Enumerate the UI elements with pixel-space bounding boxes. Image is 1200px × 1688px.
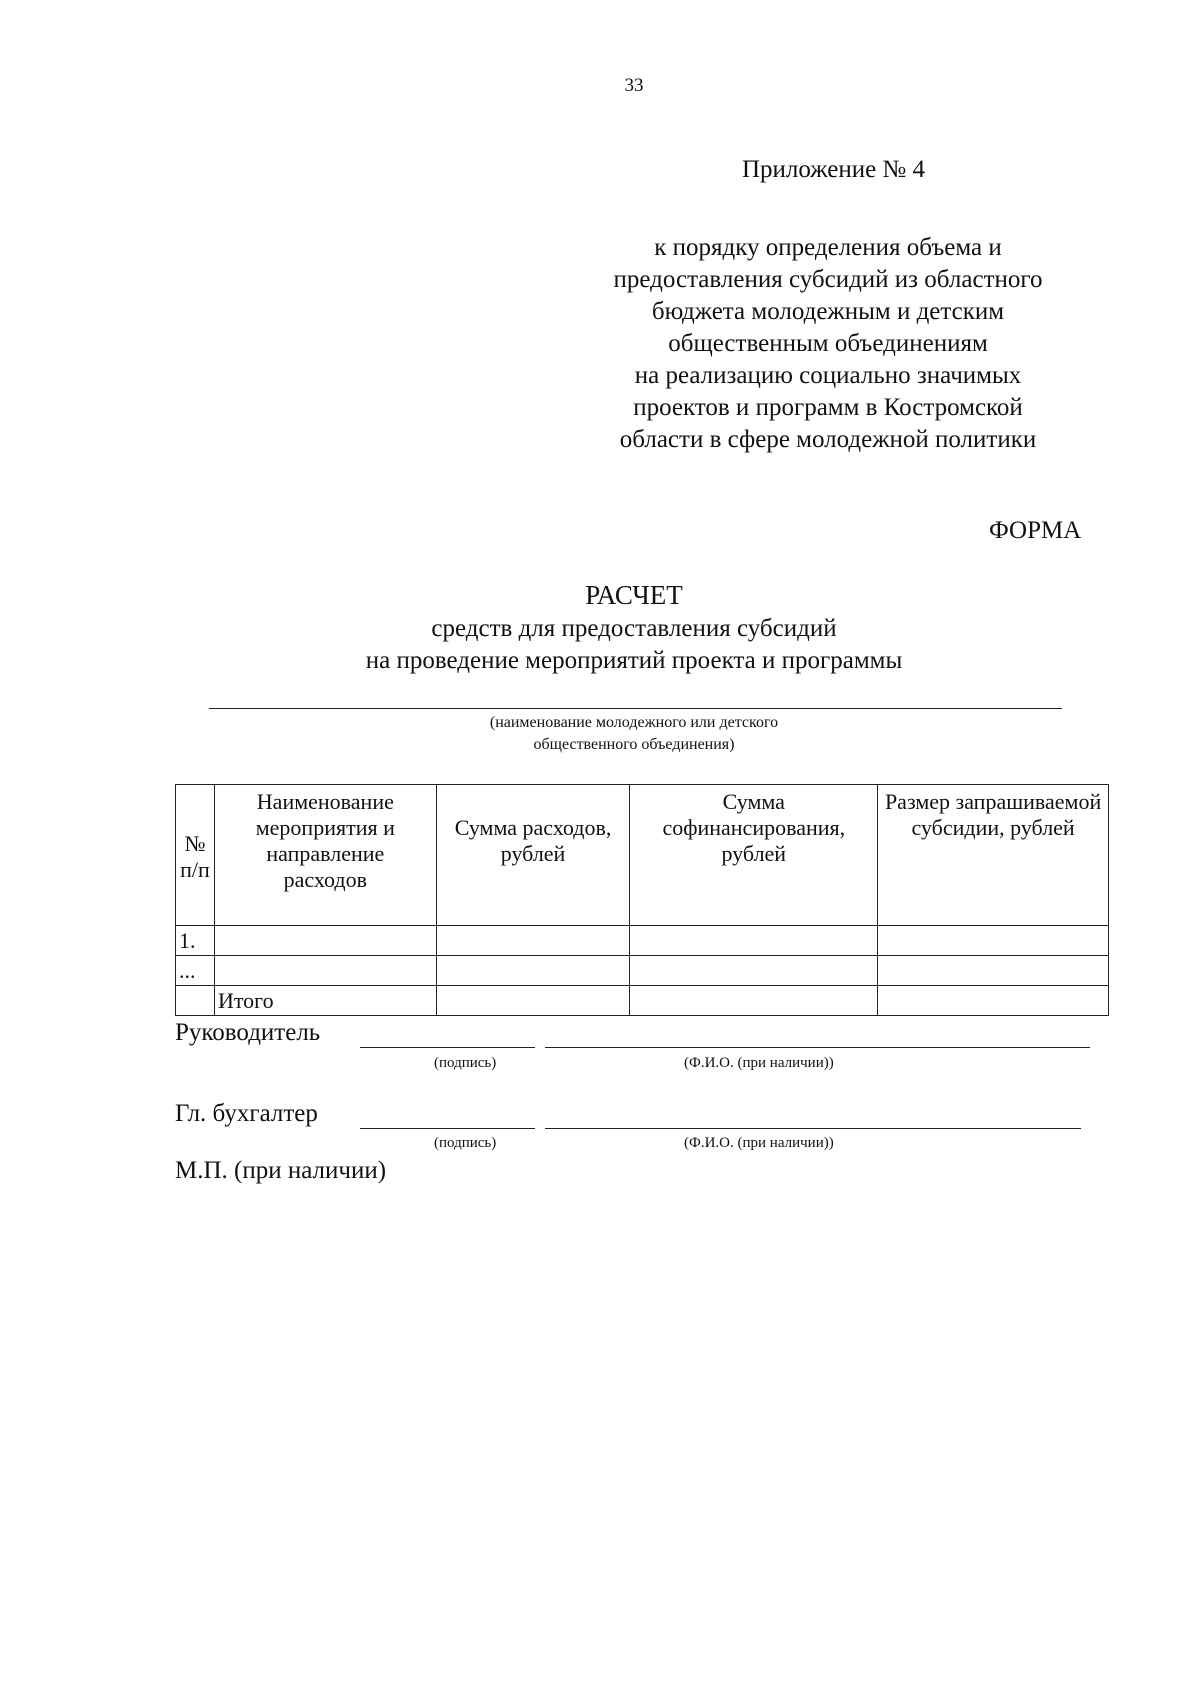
table-total-row [176, 986, 1109, 1016]
stamp-label: М.П. (при наличии) [175, 1157, 387, 1184]
page-number: 33 [624, 75, 644, 96]
appendix-reference-line: общественным объединениям [668, 330, 988, 357]
subtitle-line: на проведение мероприятий проекта и программы [365, 647, 903, 674]
table-header-row [176, 785, 1109, 926]
header-text: расходов [283, 867, 367, 892]
appendix-title: Приложение № 4 [742, 156, 926, 183]
header-text: Наименование [256, 789, 394, 814]
head-label: Руководитель [175, 1019, 321, 1046]
header-text: софинансирования, [662, 815, 846, 840]
table-cell: ... [176, 956, 215, 986]
header-text: Размер запрашиваемой [884, 789, 1102, 814]
head-name-line[interactable] [545, 1047, 1090, 1048]
head-signature-caption: (подпись) [434, 1055, 497, 1071]
header-text: Сумма расходов, [454, 815, 612, 840]
table-cell[interactable] [436, 986, 630, 1016]
header-text: субсидии, рублей [911, 815, 1075, 840]
document-title: РАСЧЕТ [585, 580, 683, 610]
appendix-reference-line: области в сфере молодежной политики [619, 426, 1037, 453]
header-text: п/п [180, 857, 210, 882]
header-text: мероприятия и [255, 815, 395, 840]
table-row [176, 926, 1109, 956]
document-subtitle [0, 613, 1200, 677]
table-cell[interactable] [436, 926, 630, 956]
header-text: № [184, 831, 206, 856]
table-row [176, 956, 1109, 986]
header-number [176, 785, 215, 926]
appendix-reference-line: к порядку определения объема и [654, 234, 1002, 261]
table-cell[interactable] [630, 956, 878, 986]
accountant-label: Гл. бухгалтер [175, 1100, 318, 1127]
organization-caption [0, 712, 1200, 756]
form-label: ФОРМА [989, 517, 1082, 544]
calculation-table [175, 784, 1109, 1016]
header-subsidy-size [878, 785, 1109, 926]
accountant-name-line[interactable] [545, 1128, 1081, 1129]
table-cell[interactable] [878, 986, 1109, 1016]
table-cell [176, 986, 215, 1016]
header-text: рублей [721, 841, 787, 866]
appendix-reference-line: бюджета молодежным и детским [651, 298, 1005, 325]
table-cell[interactable] [630, 926, 878, 956]
table-cell: 1. [176, 926, 215, 956]
appendix-reference-line: предоставления субсидий из областного [613, 266, 1043, 293]
organization-caption-line: (наименование молодежного или детского [489, 714, 779, 731]
header-expenses-sum [436, 785, 630, 926]
table-cell[interactable] [630, 986, 878, 1016]
header-event-name [214, 785, 436, 926]
table-cell[interactable] [878, 956, 1109, 986]
table-cell[interactable] [214, 926, 436, 956]
header-text: Сумма [722, 789, 785, 814]
table-cell[interactable] [878, 926, 1109, 956]
header-text: направление [266, 841, 385, 866]
organization-name-line[interactable] [209, 708, 1062, 709]
subtitle-line: средств для предоставления субсидий [431, 615, 837, 642]
table-cell[interactable] [214, 956, 436, 986]
header-text: рублей [500, 841, 566, 866]
head-signature-line[interactable] [360, 1047, 535, 1048]
appendix-reference-line: на реализацию социально значимых [634, 362, 1022, 389]
table-cell[interactable] [436, 956, 630, 986]
accountant-name-caption: (Ф.И.О. (при наличии)) [684, 1135, 834, 1151]
accountant-signature-caption: (подпись) [434, 1135, 497, 1151]
organization-caption-line: общественного объединения) [533, 736, 735, 753]
accountant-signature-line[interactable] [360, 1128, 535, 1129]
head-name-caption: (Ф.И.О. (при наличии)) [684, 1055, 834, 1071]
appendix-reference-line: проектов и программ в Костромской [633, 394, 1023, 421]
total-label: Итого [214, 986, 436, 1016]
appendix-reference [583, 232, 1073, 456]
header-cofinancing-sum [630, 785, 878, 926]
